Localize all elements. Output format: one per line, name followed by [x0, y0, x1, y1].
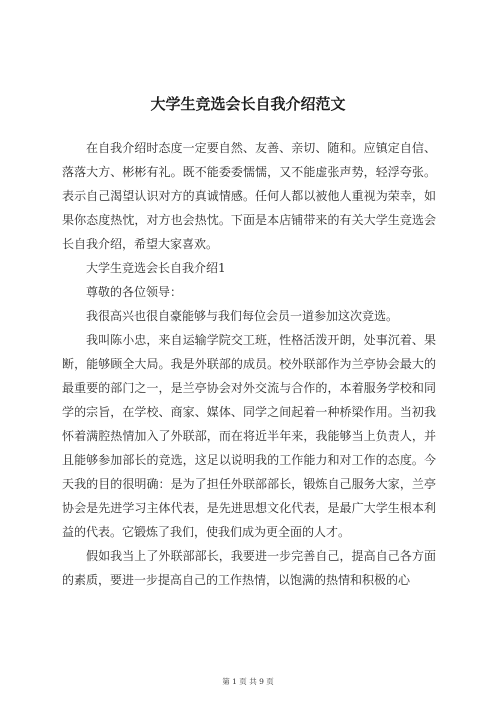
- paragraph-opening: 我很高兴也很自豪能够与我们每位会员一道参加这次竞选。: [86, 309, 399, 323]
- paragraph-intro: 在自我介绍时态度一定要自然、友善、亲切、随和。应镇定自信、落落大方、彬彬有礼。既不能委委懦懦，又不能虚张声势，轻浮夸张。表示自己渴望认识对方的真诚情感。任何人都以被他人重视为荣幸，如果你态度热忱，对方也会热忱。下面是本店铺带来的有关大学生竞选会长自我介绍，希望大家喜欢。: [62, 141, 436, 251]
- salutation: 尊敬的各位领导：: [86, 285, 183, 299]
- section-heading: 大学生竞选会长自我介绍1: [86, 261, 226, 275]
- document-body: [62, 136, 436, 592]
- page-number-footer: 第 1 页 共 9 页: [222, 677, 274, 686]
- paragraph-plan: 假如我当上了外联部部长，我要进一步完善自己，提高自己各方面的素质，要进一步提高自己的工作热情，以饱满的热情和积极的心: [62, 549, 436, 587]
- paragraph-self-introduction: 我叫陈小忠，来自运输学院交工班，性格活泼开朗，处事沉着、果断，能够顾全大局。我是外联部的成员。校外联部作为兰亭协会最大的最重要的部门之一，是兰亭协会对外交流与合作的，本着服务学校和同学的宗旨，在学校、商家、媒体、同学之间起着一种桥梁作用。当初我怀着满腔热情加入了外联部，而在将近半年来，我能够当上负责人，并且能够参加部长的竞选，这足以说明我的工作能力和对工作的态度。今天我的目的很明确：是为了担任外联部部长，锻炼自己服务大家，兰亭协会是先进学习主体代表，是先进思想文化代表，是最广大学生根本利益的代表。它锻炼了我们，使我们成为更全面的人才。: [62, 333, 436, 539]
- document-title: 大学生竞选会长自我介绍范文: [150, 95, 346, 113]
